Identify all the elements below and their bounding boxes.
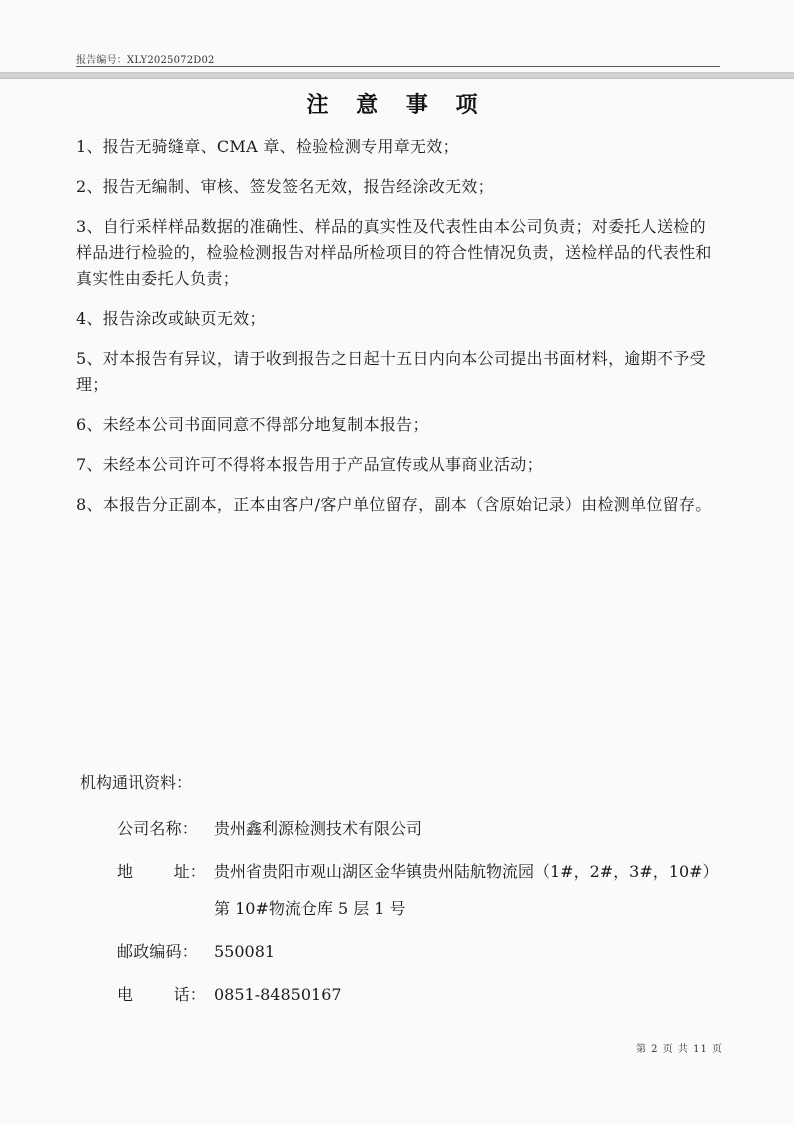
- postcode-label: 邮政编码：: [117, 942, 199, 961]
- notice-item: 4、报告涂改或缺页无效；: [76, 309, 266, 328]
- address-label-part: 址：: [173, 862, 206, 881]
- address-line-1: 贵州省贵阳市观山湖区金华镇贵州陆航物流园（1#，2#，3#，10#）: [214, 862, 719, 881]
- phone-label: [117, 982, 214, 1008]
- report-number: 报告编号：XLY2025072D02: [76, 55, 215, 66]
- address-label: [117, 859, 214, 885]
- company-row: [80, 816, 760, 842]
- notice-list: [76, 134, 722, 532]
- notice-item: 5、对本报告有异议，请于收到报告之日起十五日内向本公司提出书面材料，逾期不予受理；: [76, 349, 706, 394]
- notice-item: 1、报告无骑缝章、CMA 章、检验检测专用章无效；: [76, 137, 459, 156]
- notice-item: 8、本报告分正副本，正本由客户/客户单位留存，副本（含原始记录）由检测单位留存。: [76, 495, 712, 514]
- header-rule: [76, 66, 720, 67]
- company-name: 贵州鑫利源检测技术有限公司: [214, 819, 423, 838]
- contact-heading: 机构通讯资料：: [80, 773, 193, 792]
- notice-item: 2、报告无编制、审核、签发签名无效，报告经涂改无效；: [76, 177, 494, 196]
- notice-item: 3、自行采样样品数据的准确性、样品的真实性及代表性由本公司负责；对委托人送检的样品进行检验的，检验检测报告对样品所检项目的符合性情况负责，送检样品的代表性和真实性由委托人负责；: [76, 217, 712, 288]
- page-number: 第 2 页 共 11 页: [636, 1044, 723, 1055]
- phone-label-part: 电: [117, 985, 134, 1004]
- postcode-value: 550081: [214, 942, 276, 961]
- postcode-row: [80, 939, 760, 965]
- header-band: [0, 72, 794, 79]
- page-title: 注 意 事 项: [306, 93, 488, 118]
- company-label: 公司名称：: [117, 819, 199, 838]
- address-row: [80, 859, 760, 885]
- address-line-2: 第 10#物流仓库 5 层 1 号: [214, 899, 406, 918]
- notice-item: 6、未经本公司书面同意不得部分地复制本报告；: [76, 415, 429, 434]
- phone-value: 0851-84850167: [214, 985, 342, 1004]
- notice-item: 7、未经本公司许可不得将本报告用于产品宣传或从事商业活动；: [76, 455, 543, 474]
- contact-info: [80, 770, 760, 1025]
- phone-label-part: 话：: [173, 985, 206, 1004]
- address-label-part: 地: [117, 862, 134, 881]
- phone-row: [80, 982, 760, 1008]
